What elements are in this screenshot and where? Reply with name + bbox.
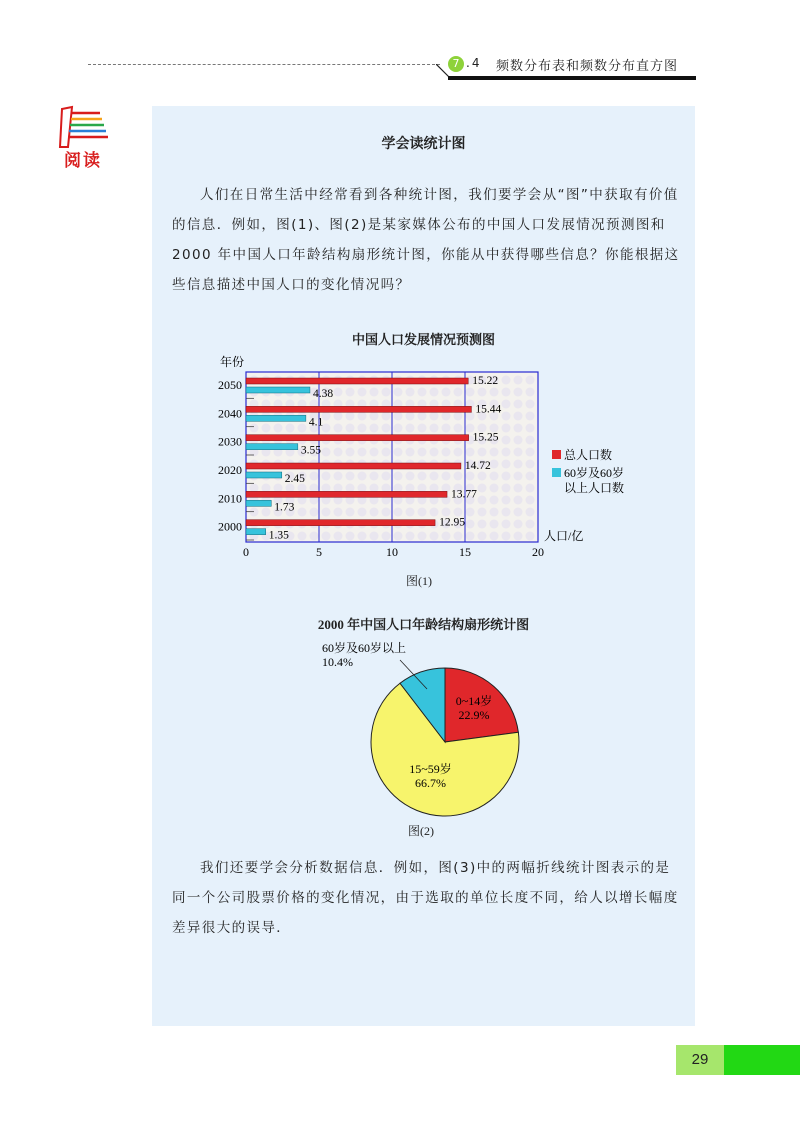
data-label-elderly: 1.35 [268,529,289,542]
data-label-total: 12.95 [439,516,465,529]
pie-label-youth: 0~14岁 [455,693,493,708]
bar-total [246,378,468,384]
age-structure-pie-chart [300,632,540,817]
pie-pct-elderly: 10.4% [322,655,353,669]
paragraph-analysis: 我们还要学会分析数据信息．例如，图(3)中的两幅折线统计图表示的是同一个公司股票价格的变化情况，由于选取的单位长度不同，给人以增长幅度差异很大的误导． [172,860,679,936]
paragraph-intro: 人们在日常生活中经常看到各种统计图，我们要学会从“图”中获取有价值的信息．例如，图(1)、图(2)是某家媒体公布的中国人口发展情况预测图和 2000 年中国人口年龄结构扇形统计图，你能从中获得哪些信息？你能根据这些信息描述中国人口的变化情况吗？ [172,187,680,293]
data-label-total: 14.72 [464,460,491,472]
bar-total [246,435,469,441]
y-tick-label: 2030 [218,434,242,449]
section-title: 学会读统计图 [381,136,466,152]
data-label-elderly: 4.1 [308,416,324,429]
bar-elderly [246,500,271,506]
data-label-elderly: 1.73 [274,501,295,514]
x-tick-label: 5 [316,545,322,559]
bar-elderly [246,444,298,450]
bar-total [246,406,471,412]
page-number-bar [724,1045,800,1075]
x-axis-label: 人口/亿 [544,529,584,543]
bar-elderly [246,387,310,393]
data-label-elderly: 4.38 [312,388,334,400]
figure1-caption: 图(1) [406,574,432,588]
bar-elderly [246,472,282,478]
y-tick-label: 2000 [218,519,242,534]
data-label-elderly: 2.45 [284,473,305,485]
data-label-elderly: 3.55 [300,444,321,457]
bar-elderly [246,415,306,421]
data-label-total: 15.22 [472,375,499,387]
pie-pct-adult: 66.7% [414,776,446,791]
y-tick-label: 2020 [218,463,242,477]
section-heading: 频数分布表和频数分布直方图 [496,59,679,74]
y-tick-label: 2050 [218,378,242,392]
x-tick-label: 15 [459,545,471,559]
bar-chart-title: 中国人口发展情况预测图 [351,332,495,347]
page-number: 29 [691,1051,709,1068]
bar-total [246,520,435,526]
y-tick-label: 2040 [218,406,242,421]
legend-swatch-elderly [552,468,561,477]
population-bar-chart [200,350,670,570]
reading-label: 阅读 [64,151,102,171]
x-tick-label: 20 [532,545,544,559]
x-tick-label: 0 [243,545,249,559]
data-label-total: 13.77 [451,488,477,501]
legend-label-elderly-2: 以上人口数 [564,481,625,495]
header-dashed-rule [88,64,440,65]
data-label-total: 15.25 [472,431,499,444]
legend-label-elderly: 60岁及60岁 [564,466,625,480]
legend-swatch-total [552,450,561,459]
bar-total [246,463,461,469]
section-number-badge: 7 [448,56,464,72]
figure2-caption: 图(2) [408,824,434,838]
y-axis-label: 年份 [220,355,245,369]
header-solid-rule [448,76,696,80]
pie-label-elderly: 60岁及60岁以上 [322,641,407,655]
data-label-total: 15.44 [475,403,502,416]
pie-chart-title: 2000 年中国人口年龄结构扇形统计图 [317,617,530,632]
y-tick-label: 2010 [218,491,242,506]
bar-elderly [246,529,266,535]
pie-pct-youth: 22.9% [458,707,490,722]
pie-label-adult: 15~59岁 [409,762,452,777]
x-tick-label: 10 [386,545,398,559]
legend-label-total: 总人口数 [564,448,613,462]
bar-total [246,491,447,497]
section-number-suffix: .4 [466,56,482,70]
